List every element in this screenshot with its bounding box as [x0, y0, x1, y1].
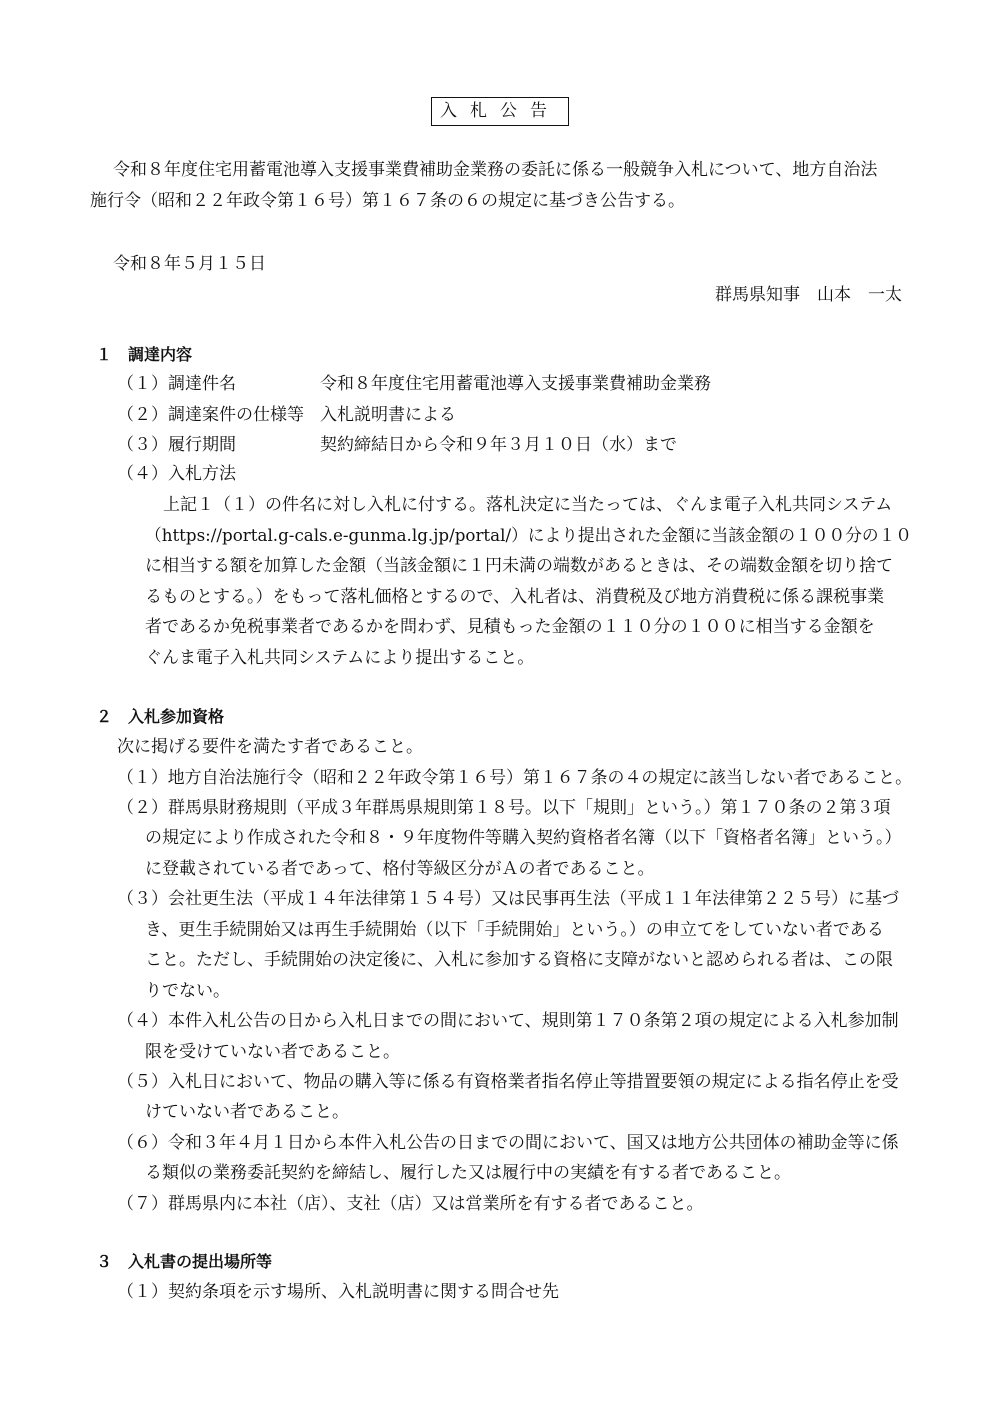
section3-heading: ３ 入札書の提出場所等	[96, 1252, 273, 1271]
item-label: （２）調達案件の仕様等	[117, 405, 304, 425]
requirement-line: （５）入札日において、物品の購入等に係る有資格業者指名停止等措置要領の規定による指名停止を受	[117, 1072, 899, 1092]
intro-line: 施行令（昭和２２年政令第１６号）第１６７条の６の規定に基づき公告する。	[90, 191, 685, 211]
requirement-line: （４）本件入札公告の日から入札日までの間において、規則第１７０条第２項の規定による入札参加制	[117, 1011, 899, 1031]
section3-item: （１）契約条項を示す場所、入札説明書に関する問合せ先	[117, 1282, 559, 1302]
signer: 群馬県知事 山本 一太	[715, 285, 902, 305]
item-value: 契約締結日から令和９年３月１０日（水）まで	[320, 435, 677, 455]
requirement-line: りでない。	[145, 981, 230, 1001]
section2-lead: 次に掲げる要件を満たす者であること。	[117, 737, 423, 757]
section1-heading: １ 調達内容	[96, 345, 193, 364]
method-line: （https://portal.g-cals.e-gunma.lg.jp/portal/）により提出された金額に当該金額の１００分の１０	[145, 526, 913, 546]
requirement-line: 限を受けていない者であること。	[145, 1042, 400, 1062]
method-line: 上記１（１）の件名に対し入札に付する。落札決定に当たっては、ぐんま電子入札共同システム	[163, 495, 893, 515]
requirement-line: （１）地方自治法施行令（昭和２２年政令第１６号）第１６７条の４の規定に該当しない者であること。	[117, 768, 913, 788]
requirement-line: （７）群馬県内に本社（店）、支社（店）又は営業所を有する者であること。	[117, 1194, 704, 1214]
method-line: るものとする。）をもって落札価格とするので、入札者は、消費税及び地方消費税に係る課税事業	[145, 587, 885, 607]
item-label: （１）調達件名	[117, 374, 236, 394]
section2-heading: ２ 入札参加資格	[96, 707, 225, 726]
requirement-line: き、更生手続開始又は再生手続開始（以下「手続開始」という。）の申立てをしていない者である	[145, 920, 884, 940]
requirement-line: けていない者であること。	[145, 1102, 349, 1122]
requirement-line: の規定により作成された令和８・９年度物件等購入契約資格者名簿（以下「資格者名簿」という。）	[145, 828, 902, 848]
method-line: 者であるか免税事業者であるかを問わず、見積もった金額の１１０分の１００に相当する金額を	[145, 617, 875, 637]
item-value: 入札説明書による	[320, 405, 456, 425]
item-value: 令和８年度住宅用蓄電池導入支援事業費補助金業務	[320, 374, 711, 394]
requirement-line: （６）令和３年４月１日から本件入札公告の日までの間において、国又は地方公共団体の補助金等に係	[117, 1133, 899, 1153]
requirement-line: （３）会社更生法（平成１４年法律第１５４号）又は民事再生法（平成１１年法律第２２５号）に基づ	[117, 889, 899, 909]
title-wrap	[0, 97, 1000, 126]
notice-date: 令和８年５月１５日	[113, 254, 266, 274]
requirement-line: る類似の業務委託契約を締結し、履行した又は履行中の実績を有する者であること。	[145, 1163, 791, 1183]
method-line: ぐんま電子入札共同システムにより提出すること。	[145, 648, 535, 668]
intro-line: 令和８年度住宅用蓄電池導入支援事業費補助金業務の委託に係る一般競争入札について、地方自治法	[113, 160, 878, 180]
page-title: 入札公告	[431, 97, 569, 126]
item-label: （３）履行期間	[117, 435, 236, 455]
method-line: に相当する額を加算した金額（当該金額に１円未満の端数があるときは、その端数金額を切り捨て	[145, 556, 893, 576]
requirement-line: （２）群馬県財務規則（平成３年群馬県規則第１８号。以下「規則」という。）第１７０条の２第３項	[117, 798, 891, 818]
requirement-line: に登載されている者であって、格付等級区分がＡの者であること。	[145, 859, 655, 879]
requirement-line: こと。ただし、手続開始の決定後に、入札に参加する資格に支障がないと認められる者は、この限	[145, 950, 893, 970]
item-label: （４）入札方法	[117, 464, 236, 484]
